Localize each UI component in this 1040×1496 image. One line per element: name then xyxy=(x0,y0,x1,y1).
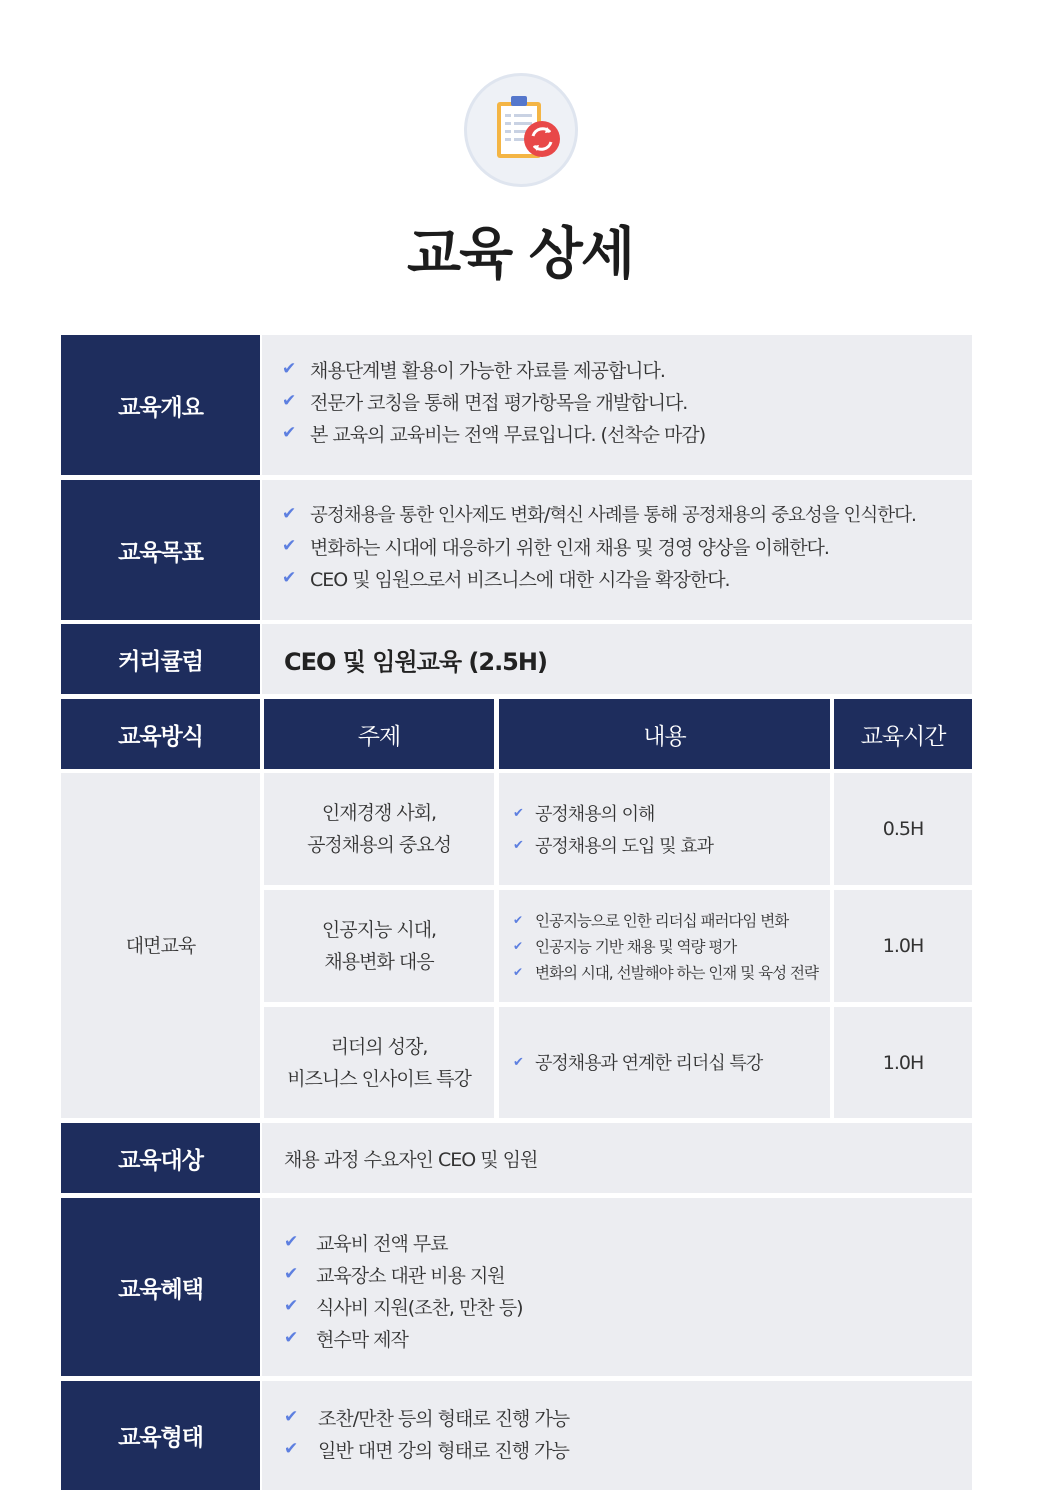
list-item: ✔ 공정채용의 이해 xyxy=(513,804,655,825)
list-item: ✔ 일반 대면 강의 형태로 진행 가능 xyxy=(284,1439,569,1462)
method-label: 교육방식 xyxy=(61,699,260,769)
table-row-content xyxy=(499,773,830,885)
list-item: ✔ 조찬/만찬 등의 형태로 진행 가능 xyxy=(284,1407,570,1430)
check-icon: ✔ xyxy=(284,1232,298,1252)
check-icon: ✔ xyxy=(513,913,523,927)
check-icon: ✔ xyxy=(513,939,523,953)
benefit-body xyxy=(262,1198,972,1376)
list-item: ✔ 교육비 전액 무료 xyxy=(284,1232,448,1255)
list-item: ✔ 식사비 지원(조찬, 만찬 등) xyxy=(284,1296,523,1319)
target-body xyxy=(262,1123,972,1193)
overview-label: 교육개요 xyxy=(61,335,260,475)
check-icon: ✔ xyxy=(282,568,296,588)
check-icon: ✔ xyxy=(284,1439,298,1459)
list-item: ✔ 본 교육의 교육비는 전액 무료입니다. (선착순 마감) xyxy=(282,423,706,446)
clipboard-refresh-icon xyxy=(464,73,578,187)
table-row-content xyxy=(499,890,830,1002)
check-icon: ✔ xyxy=(282,359,296,379)
overview-body xyxy=(262,335,972,475)
table-row-topic: 리더의 성장, 비즈니스 인사이트 특강 xyxy=(264,1007,494,1118)
table-row-content xyxy=(499,1007,830,1118)
form-body xyxy=(262,1381,972,1490)
goal-body xyxy=(262,480,972,620)
list-item: ✔ 공정채용을 통한 인사제도 변화/혁신 사례를 통해 공정채용의 중요성을 인식한다. xyxy=(282,504,916,526)
list-item: ✔ 교육장소 대관 비용 지원 xyxy=(284,1264,505,1287)
goal-label: 교육목표 xyxy=(61,480,260,620)
goal-list xyxy=(282,498,916,594)
check-icon: ✔ xyxy=(282,536,296,556)
method-type: 대면교육 xyxy=(61,773,260,1118)
list-item: ✔ 인공지능으로 인한 리더십 패러다임 변화 xyxy=(513,912,789,930)
check-icon: ✔ xyxy=(284,1407,298,1427)
benefit-list xyxy=(284,1226,523,1354)
target-value: 채용 과정 수요자인 CEO 및 임원 xyxy=(284,1149,538,1171)
check-icon: ✔ xyxy=(282,423,296,443)
list-item: ✔ 변화하는 시대에 대응하기 위한 인재 채용 및 경영 양상을 이해한다. xyxy=(282,536,829,559)
list-item: ✔ 인공지능 기반 채용 및 역량 평가 xyxy=(513,938,737,956)
check-icon: ✔ xyxy=(513,837,523,853)
form-list xyxy=(284,1401,569,1465)
list-item: ✔ 현수막 제작 xyxy=(284,1328,408,1351)
curriculum-body xyxy=(262,624,972,694)
check-icon: ✔ xyxy=(282,391,296,411)
table-row-hours: 1.0H xyxy=(834,1007,972,1118)
target-label: 교육대상 xyxy=(61,1123,260,1193)
table-row-hours: 0.5H xyxy=(834,773,972,885)
benefit-label: 교육혜택 xyxy=(61,1198,260,1376)
list-item: ✔ 채용단계별 활용이 가능한 자료를 제공합니다. xyxy=(282,359,665,382)
list-item: ✔ 전문가 코칭을 통해 면접 평가항목을 개발합니다. xyxy=(282,391,688,414)
form-label: 교육형태 xyxy=(61,1381,260,1490)
list-item: ✔ 공정채용과 연계한 리더십 특강 xyxy=(513,1053,763,1074)
check-icon: ✔ xyxy=(513,1054,523,1070)
check-icon: ✔ xyxy=(284,1328,298,1348)
check-icon: ✔ xyxy=(282,504,296,524)
table-row-topic: 인공지능 시대, 채용변화 대응 xyxy=(264,890,494,1002)
table-row-hours: 1.0H xyxy=(834,890,972,1002)
table-row-topic: 인재경쟁 사회, 공정채용의 중요성 xyxy=(264,773,494,885)
curriculum-value: CEO 및 임원교육 (2.5H) xyxy=(284,648,547,676)
overview-list xyxy=(282,353,705,449)
column-header-hours: 교육시간 xyxy=(834,699,972,769)
check-icon: ✔ xyxy=(284,1264,298,1284)
column-header-content: 내용 xyxy=(499,699,830,769)
curriculum-label: 커리큘럼 xyxy=(61,624,260,694)
check-icon: ✔ xyxy=(513,965,523,979)
list-item: ✔ 변화의 시대, 선발해야 하는 인재 및 육성 전략 xyxy=(513,964,818,982)
page-title: 교육 상세 xyxy=(407,222,633,287)
check-icon: ✔ xyxy=(284,1296,298,1316)
list-item: ✔ 공정채용의 도입 및 효과 xyxy=(513,836,714,857)
check-icon: ✔ xyxy=(513,805,523,821)
column-header-topic: 주제 xyxy=(264,699,494,769)
list-item: ✔ CEO 및 임원으로서 비즈니스에 대한 시각을 확장한다. xyxy=(282,568,730,591)
